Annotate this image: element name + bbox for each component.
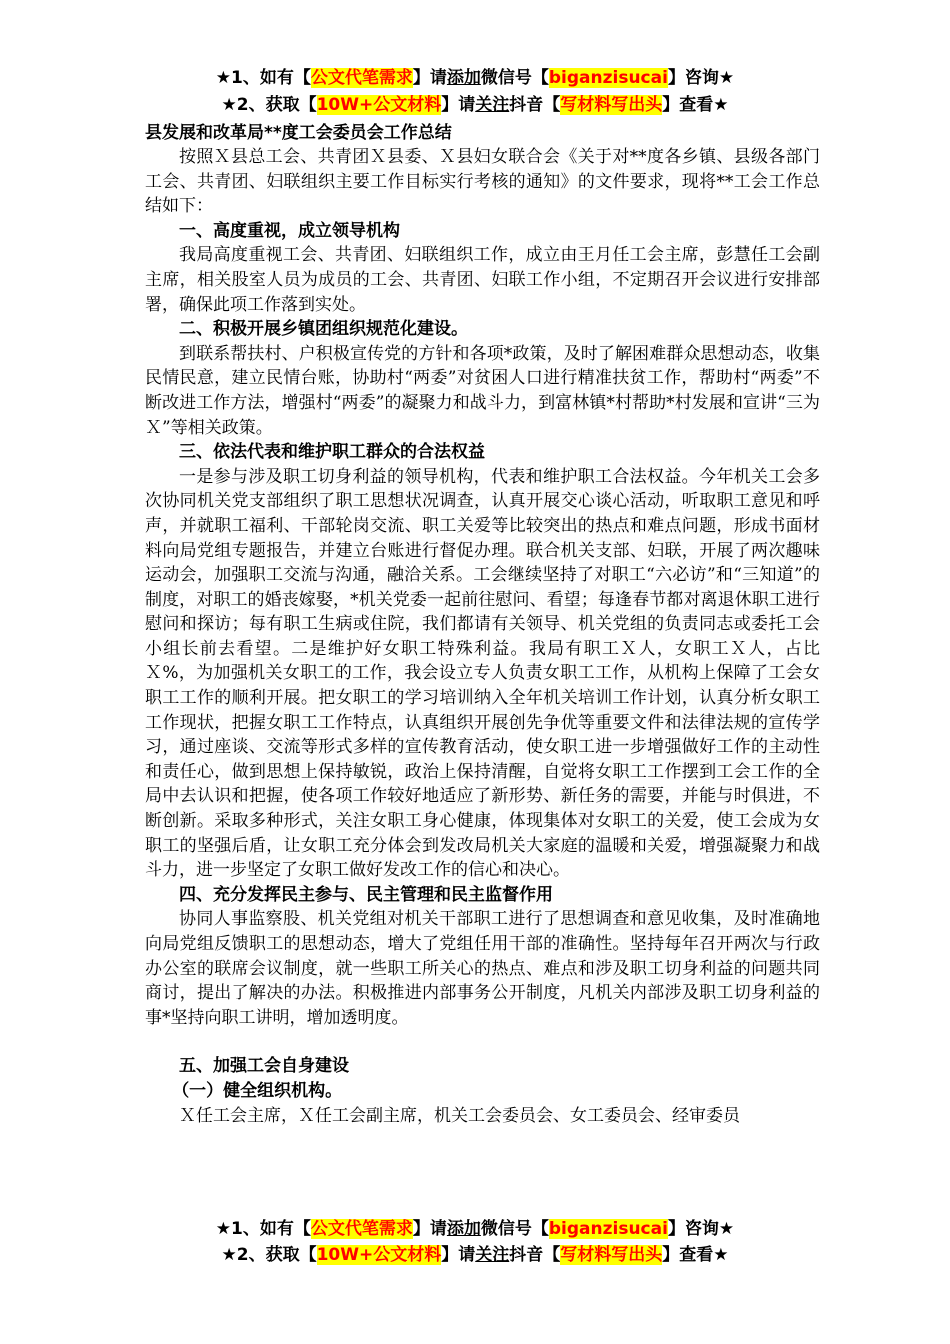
intro-paragraph: 按照Ｘ县总工会、共青团Ｘ县委、Ｘ县妇女联合会《关于对**度各乡镇、县级各部门工会、共青团、妇联组织主要工作目标实行考核的通知》的文件要求，现将**工会工作总结如下： — [145, 147, 820, 217]
banner-text: ★1、如有【 — [215, 1219, 311, 1239]
banner-text: 】咨询★ — [667, 68, 735, 88]
banner-text: 抖音【 — [509, 95, 561, 115]
banner-text: 】请 — [412, 68, 447, 88]
banner-text: ★2、获取【 — [221, 95, 317, 115]
banner-highlight: 公文代笔需求 — [310, 68, 413, 88]
section-heading-1: 一、高度重视，成立领导机构 — [179, 220, 400, 241]
banner-text: 】查看★ — [662, 95, 729, 115]
banner-text: ★2、获取【 — [221, 1245, 317, 1265]
banner-text: 微信号【 — [480, 68, 549, 88]
section-body-4: 协同人事监察股、机关党组对机关干部职工进行了思想调查和意见收集，及时准确地向局党组反馈职工的思想动态，增大了党组任用干部的准确性。坚持每年召开两次与行政办公室的联席会议制度，就一些职工所关心的热点、难点和涉及职工切身利益的问题共同商讨，提出了解决的办法。积极推进内部事务公开制度，凡机关内部涉及职工切身利益的事*坚持向职工讲明，增加透明度。 — [145, 909, 820, 1028]
section-heading-4: 四、充分发挥民主参与、民主管理和民主监督作用 — [179, 884, 553, 905]
banner-text: 】查看★ — [662, 1245, 729, 1265]
banner-text: 微信号【 — [480, 1219, 549, 1239]
banner-highlight: 公文代笔需求 — [310, 1219, 413, 1239]
banner-text: 】请 — [441, 1245, 476, 1265]
banner-text: ★1、如有【 — [215, 68, 311, 88]
douyin-id-highlight: 写材料写出头 — [560, 1245, 663, 1265]
banner-highlight: 10W+公文材料 — [316, 1245, 442, 1265]
section-heading-3: 三、依法代表和维护职工群众的合法权益 — [179, 442, 485, 463]
banner-highlight: 10W+公文材料 — [316, 95, 442, 115]
banner-emphasis: 添加 — [446, 68, 481, 88]
ad-banner-bottom-line-2 — [0, 1243, 950, 1267]
wechat-id-highlight: biganzisucai — [548, 1219, 668, 1239]
ad-banner-top-line-1 — [0, 66, 950, 90]
document-body — [145, 121, 820, 1128]
section-heading-5: 五、加强工会自身建设 — [179, 1056, 349, 1077]
section-body-2: 到联系帮扶村、户积极宣传党的方针和各项*政策，及时了解困难群众思想动态，收集民情民意，建立民情台账，协助村“两委”对贫困人口进行精准扶贫工作，帮助村“两委”不断改进工作方法，增强村“两委”的凝聚力和战斗力，到富林镇*村帮助*村发展和宣讲“三为Ｘ”等相关政策。 — [145, 343, 820, 438]
document-title: 县发展和改革局**度工会委员会工作总结 — [145, 123, 452, 143]
blank-line — [145, 1030, 820, 1054]
subsection-heading-5-1: （一）健全组织机构。 — [172, 1080, 343, 1101]
section-body-3: 一是参与涉及职工切身利益的领导机构，代表和维护职工合法权益。今年机关工会多次协同机关党支部组织了职工思想状况调查，认真开展交心谈心活动，听取职工意见和呼声，并就职工福利、干部轮岗交流、职工关爱等比较突出的热点和难点问题，形成书面材料向局党组专题报告，并建立台账进行督促办理。联合机关支部、妇联，开展了两次趣味运动会，加强职工交流与沟通，融洽关系。工会继续坚持了对职工“六必访”和“三知道”的制度，对职工的婚丧嫁娶，*机关党委一起前往慰问、看望；每逢春节都对离退休职工进行慰问和探访；每有职工生病或住院，我们都请有关领导、机关党组的负责同志或委托工会小组长前去看望。二是维护好女职工特殊利益。我局有职工Ｘ人，女职工Ｘ人，占比Ｘ%，为加强机关女职工的工作，我会设立专人负责女职工工作，从机构上保障了工会女职工工作的顺利开展。把女职工的学习培训纳入全年机关培训工作计划，认真分析女职工工作现状，把握女职工工作特点，认真组织开展创先争优等重要文件和法律法规的宣传学习，通过座谈、交流等形式多样的宣传教育活动，使女职工进一步增强做好工作的主动性和责任心，做到思想上保持敏锐，政治上保持清醒，自觉将女职工工作摆到工会工作的全局中去认识和把握，使各项工作较好地适应了新形势、新任务的需要，并能与时俱进，不断创新。采取多种形式，关注女职工身心健康，体现集体对女职工的关爱，使工会成为女职工的坚强后盾，让女职工充分体会到发改局机关大家庭的温暖和关爱，增强凝聚力和战斗力，进一步坚定了女职工做好发改工作的信心和决心。 — [145, 466, 820, 881]
ad-banner-bottom-line-1 — [0, 1217, 950, 1241]
section-heading-2: 二、积极开展乡镇团组织规范化建设。 — [179, 319, 468, 340]
banner-text: 】咨询★ — [667, 1219, 735, 1239]
banner-emphasis: 关注 — [475, 95, 510, 115]
banner-emphasis: 关注 — [475, 1245, 510, 1265]
banner-text: 】请 — [412, 1219, 447, 1239]
banner-emphasis: 添加 — [446, 1219, 481, 1239]
section-body-5: Ｘ任工会主席，Ｘ任工会副主席，机关工会委员会、女工委员会、经审委员 — [179, 1105, 740, 1126]
douyin-id-highlight: 写材料写出头 — [560, 95, 663, 115]
wechat-id-highlight: biganzisucai — [548, 68, 668, 88]
banner-text: 抖音【 — [509, 1245, 561, 1265]
ad-banner-top-line-2 — [0, 93, 950, 117]
banner-text: 】请 — [441, 95, 476, 115]
section-body-1: 我局高度重视工会、共青团、妇联组织工作，成立由王月任工会主席，彭慧任工会副主席，相关股室人员为成员的工会、共青团、妇联工作小组，不定期召开会议进行安排部署，确保此项工作落到实处。 — [145, 245, 820, 315]
